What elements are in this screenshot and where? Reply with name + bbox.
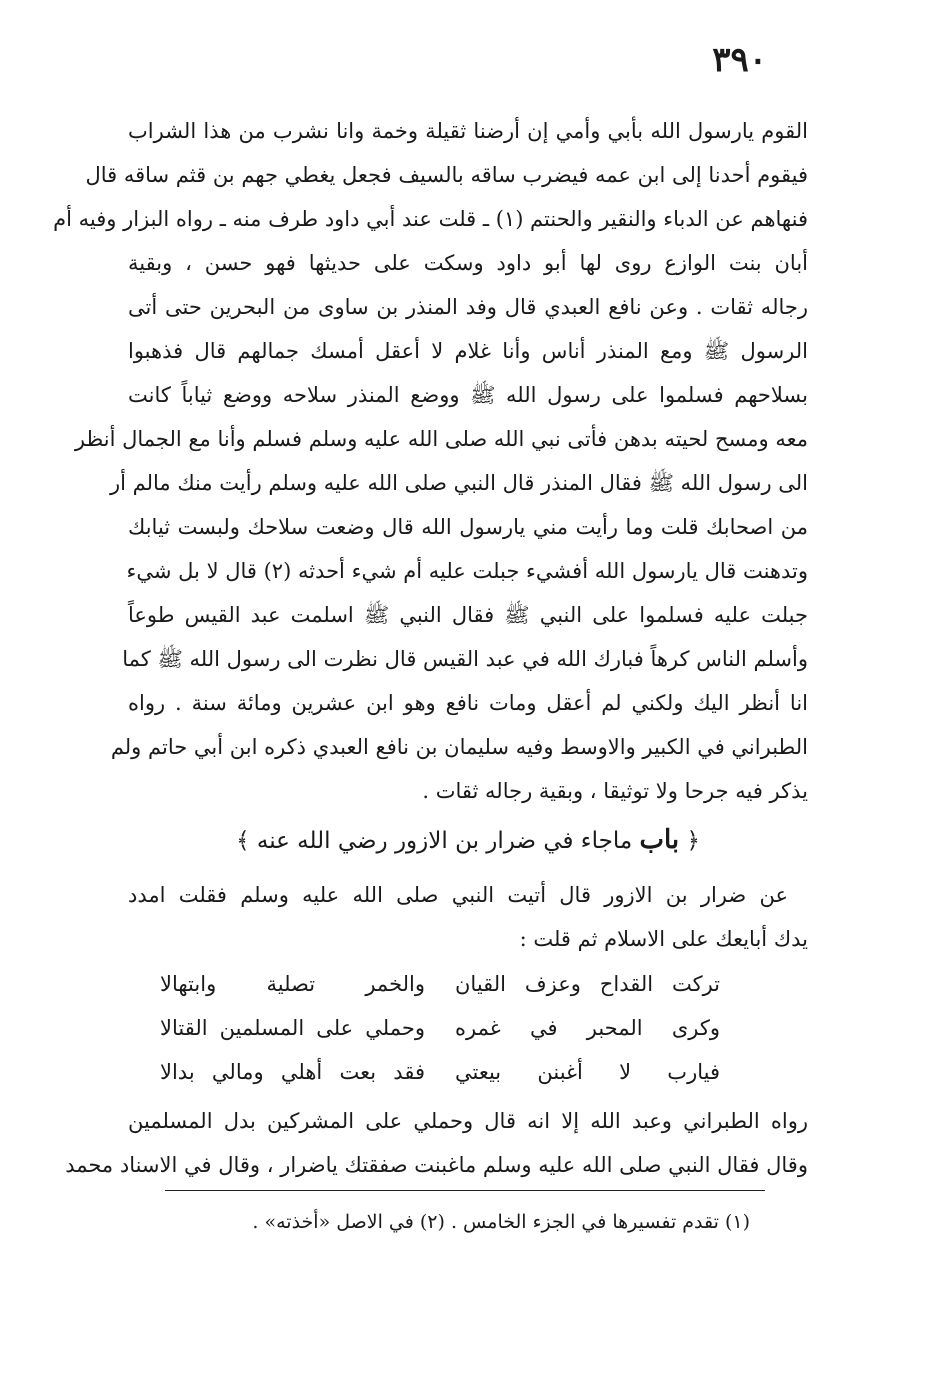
text-line: الطبراني في الكبير والاوسط وفيه سليمان بن نافع العبدي ذكره ابن أبي حاتم ولم [110,735,808,759]
text-line: من اصحابك قلت وما رأيت مني يارسول الله قال وضعت سلاحك ولبست ثيابك [128,515,808,539]
verse-first-half: وكرى المحبر في غمره [455,1016,720,1040]
footnote: (١) تقدم تفسيرها في الجزء الخامس . (٢) في الاصل «أخذته» . [252,1211,750,1233]
poem-verse [160,1006,720,1050]
verse-second-half: وحملي على المسلمين القتالا [160,1016,425,1040]
heading-bracket-open: ﴿ [686,828,700,854]
text-line: جبلت عليه فسلموا على النبي ﷺ فقال النبي ﷺ اسلمت عبد القيس طوعاً [128,603,808,627]
text-line: يدك أبايعك على الاسلام ثم قلت : [519,927,808,951]
heading-title: ماجاء في ضرار بن الازور رضي الله عنه [256,828,633,854]
text-line: رجاله ثقات . وعن نافع العبدي قال وفد المنذر بن ساوى من البحرين حتى أتى [128,295,808,319]
chapter-heading [128,815,808,865]
heading-bracket-close: ﴾ [236,828,250,854]
text-line: وقال فقال النبي صلى الله عليه وسلم ماغبنت صفقتك ياضرار ، وقال في الاسناد محمد [65,1153,808,1177]
text-line: رواه الطبراني وعبد الله إلا انه قال وحملي على المشركين بدل المسلمين [128,1109,808,1133]
verse-first-half: فيارب لا أغبنن بيعتي [455,1060,720,1084]
poem-verse [160,1050,720,1094]
text-line: أبان بنت الوازع روى لها أبو داود وسكت على حديثها فهو حسن ، وبقية [128,251,808,275]
verse-second-half: والخمر تصلية وابتهالا [160,972,425,996]
page-number: ٣٩٠ [712,40,767,80]
text-line: انا أنظر اليك ولكني لم أعقل ومات نافع وهو ابن عشرين ومائة سنة . رواه [128,691,808,715]
poem-verse [160,962,720,1006]
verse-second-half: فقد بعت أهلي ومالي بدالا [160,1060,425,1084]
text-line: معه ومسح لحيته بدهن فأتى نبي الله صلى الله عليه وسلم فسلم وأنا مع الجمال أنظر [74,427,808,451]
text-line: القوم يارسول الله بأبي وأمي إن أرضنا ثقيلة وخمة وانا نشرب من هذا الشراب [128,119,808,143]
text-line: الى رسول الله ﷺ فقال المنذر قال النبي صلى الله عليه وسلم رأيت منك مالم أر [109,471,808,495]
text-line: فنهاهم عن الدباء والنقير والحنتم (١) ـ قلت عند أبي داود طرف منه ـ رواه البزار وفيه أم [53,207,808,231]
text-line: وأسلم الناس كرهاً فبارك الله في عبد القيس قال نظرت الى رسول الله ﷺ كما [122,647,808,671]
text-line: فيقوم أحدنا إلى ابن عمه فيضرب ساقه بالسيف فجعل يغطي جهم بن قثم ساقه قال [85,163,808,187]
text-line: الرسول ﷺ ومع المنذر أناس وأنا غلام لا أعقل أمسك جمالهم قال فذهبوا [128,339,808,363]
text-line: عن ضرار بن الازور قال أتيت النبي صلى الله عليه وسلم فقلت امدد [128,883,788,907]
text-line: بسلاحهم فسلموا على رسول الله ﷺ ووضع المنذر سلاحه ووضع ثياباً كانت [128,383,808,407]
footnote-divider [165,1190,765,1191]
verse-first-half: تركت القداح وعزف القيان [455,972,720,996]
text-line: وتدهنت قال يارسول الله أفشيء جبلت عليه أم شيء أحدثه (٢) قال لا بل شيء [126,559,808,583]
text-line: يذكر فيه جرحا ولا توثيقا ، وبقية رجاله ثقات . [422,779,808,803]
heading-bab: باب [639,825,680,855]
